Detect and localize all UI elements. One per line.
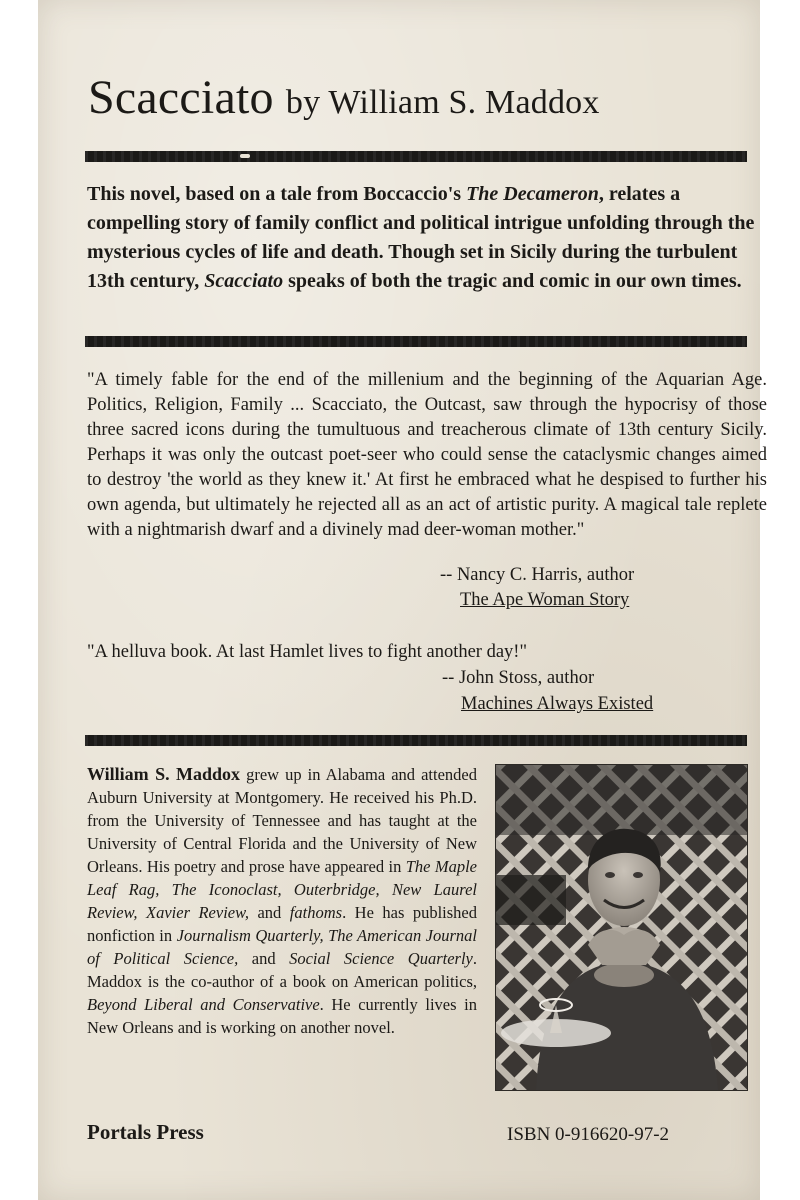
divider-bar <box>85 735 747 746</box>
quote-1-attribution: -- Nancy C. Harris, author <box>440 565 635 585</box>
author-name: William S. Maddox <box>87 764 241 784</box>
description-book-title: The Decameron <box>466 183 599 205</box>
quote-1-work: The Ape Woman Story <box>460 590 630 610</box>
publisher-name: Portals Press <box>87 1120 204 1144</box>
title-main: Scacciato <box>88 71 274 124</box>
book-title <box>88 70 600 125</box>
title-byline: by William S. Maddox <box>285 84 600 121</box>
isbn: ISBN 0-916620-97-2 <box>507 1124 670 1145</box>
book-description <box>87 180 767 296</box>
review-quote-2: "A helluva book. At last Hamlet lives to fight another day!" <box>87 642 528 662</box>
divider-bar <box>85 336 747 347</box>
quote-2-attribution: -- John Stoss, author <box>442 668 595 688</box>
quote-2-work: Machines Always Existed <box>461 694 654 714</box>
description-text: , relates a compelling story of family conflict and political intrigue unfolding through the mysterious cycles of life and death. Though set in Sicily during the turbulent 13th century, <box>87 183 755 292</box>
author-bio: William S. Maddox grew up in Alabama and attended Auburn University at Montgomery. He received his Ph.D. from the University of Tennessee and has taught at the University of Central Florida and the University of New Orleans. His poetry and prose have appeared in The Maple Leaf Rag, The Iconoclast, Outerbridge, New Laurel Review, Xavier Review, and fathoms. He has published nonfiction in Journalism Quarterly, The American Journal of Political Science, and Social Science Quarterly. Maddox is the co-author of a book on American politics, Beyond Liberal and Conservative. He currently lives in New Orleans and is working on another novel. <box>87 764 478 1037</box>
description-novel-title: Scacciato <box>204 270 284 292</box>
description-text: This novel, based on a tale from Boccaccio's <box>87 183 467 205</box>
divider-bar <box>85 151 747 162</box>
description-text: speaks of both the tragic and comic in our own times. <box>283 270 742 292</box>
back-cover <box>38 0 767 1200</box>
review-quote-1: "A timely fable for the end of the millenium and the beginning of the Aquarian Age. Politics, Religion, Family ... Scacciato, the Outcast, saw through the hypocrisy of those three sacred icons during the tumultuous and treacherous climate of 13th century Sicily. Perhaps it was only the outcast poet-seer who could sense the cataclysmic changes aimed to destroy 'the world as they knew it.' At first he embraced what he despised to further his own agenda, but ultimately he rejected all as an act of artistic purity. A magical tale replete with a nightmarish dwarf and a divinely mad deer-woman mother." <box>87 370 767 540</box>
author-photo <box>496 765 747 1090</box>
